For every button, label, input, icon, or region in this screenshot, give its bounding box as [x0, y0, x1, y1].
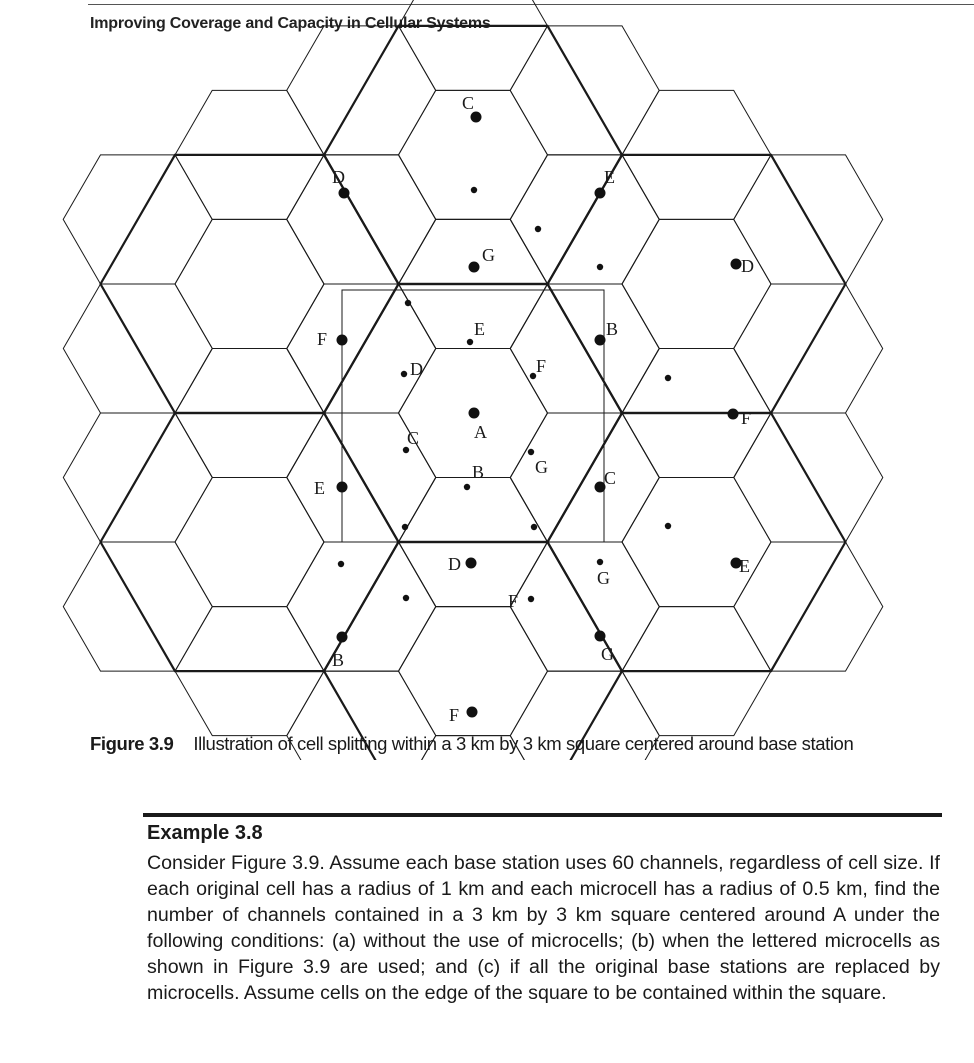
- figure-caption-text: Illustration of cell splitting within a 3 km by 3 km square centered around base station: [193, 733, 854, 754]
- microcell-station-dot: [665, 375, 671, 381]
- microcell-station-dot: [528, 596, 534, 602]
- base-station-dot: [728, 409, 739, 420]
- base-station-dot: [466, 558, 477, 569]
- microcell-station-dot: [403, 595, 409, 601]
- microcell-hex: [399, 0, 548, 90]
- label-right-f: F: [741, 408, 752, 428]
- figure-number: Figure 3.9: [90, 733, 174, 754]
- microcell-station-dot: [597, 559, 603, 565]
- label-inner-d: D: [410, 359, 423, 379]
- label-inner-e: E: [474, 319, 485, 339]
- base-station-dot: [471, 112, 482, 123]
- label-left-e: E: [314, 478, 325, 498]
- microcell-station-dot: [471, 187, 477, 193]
- figure-caption: [90, 733, 853, 755]
- macrocell-hex: [324, 542, 622, 760]
- microcell-station-dot: [405, 300, 411, 306]
- label-left-b: B: [332, 650, 345, 670]
- microcell-station-dot: [464, 484, 470, 490]
- label-g-low: G: [601, 644, 614, 664]
- base-station-dot: [339, 188, 350, 199]
- microcell-hex: [175, 478, 324, 607]
- label-g-top: G: [482, 245, 495, 265]
- label-f-mid: F: [508, 591, 519, 611]
- label-inner-c: C: [407, 428, 420, 448]
- label-left-f: F: [317, 329, 328, 349]
- microcell-station-dot: [338, 561, 344, 567]
- macrocell-hexagons: [101, 26, 846, 760]
- label-d-bottom: D: [448, 554, 461, 574]
- base-station-dot: [731, 259, 742, 270]
- microcell-station-dot: [535, 226, 541, 232]
- base-station-dot: [469, 262, 480, 273]
- microcell-station-dot: [467, 339, 473, 345]
- label-c-right: C: [604, 468, 617, 488]
- microcell-station-dot: [528, 449, 534, 455]
- base-station-dot: [595, 335, 606, 346]
- base-station-dot: [337, 632, 348, 643]
- label-b-right: B: [606, 319, 619, 339]
- base-station-dot: [595, 631, 606, 642]
- base-station-dot: [337, 482, 348, 493]
- base-station-dots: [337, 112, 742, 718]
- microcell-hex: [622, 478, 771, 607]
- label-center-a: A: [474, 422, 487, 442]
- example-body: Consider Figure 3.9. Assume each base station uses 60 channels, regardless of cell size. If each original cell has a radius of 1 km and each microcell has a radius of 0.5 km, find the number of channels contained in a 3 km by 3 km square centered around A under the following conditions: (a) without the use of microcells; (b) when the lettered microcells as shown in Figure 3.9 are used; and (c) if all the original base stations are replaced by microcells. Assume cells on the edge of the square to be contained within the square.: [147, 852, 940, 1004]
- label-right-e: E: [739, 556, 750, 576]
- label-inner-b: B: [472, 462, 485, 482]
- microcell-station-dot: [597, 264, 603, 270]
- microcell-station-dot: [531, 524, 537, 530]
- microcell-station-dot: [665, 523, 671, 529]
- base-station-dot: [469, 408, 480, 419]
- label-left-d: D: [332, 167, 345, 187]
- running-head: Improving Coverage and Capacity in Cellular Systems: [90, 15, 491, 32]
- label-top-e: E: [604, 167, 615, 187]
- microcell-hex: [622, 219, 771, 348]
- base-station-dot: [595, 188, 606, 199]
- example-title: Example 3.8: [147, 822, 263, 844]
- microcell-station-dot: [401, 371, 407, 377]
- label-bottom-f: F: [449, 705, 460, 725]
- label-inner-f: F: [536, 356, 547, 376]
- base-station-dot: [467, 707, 478, 718]
- label-right-d: D: [741, 256, 754, 276]
- microcell-station-dot: [402, 524, 408, 530]
- microcell-hex: [175, 219, 324, 348]
- label-inner-g: G: [535, 457, 548, 477]
- base-station-dot: [337, 335, 348, 346]
- label-g-bottom: G: [597, 568, 610, 588]
- label-top-c: C: [462, 93, 475, 113]
- example-rule: [143, 813, 942, 817]
